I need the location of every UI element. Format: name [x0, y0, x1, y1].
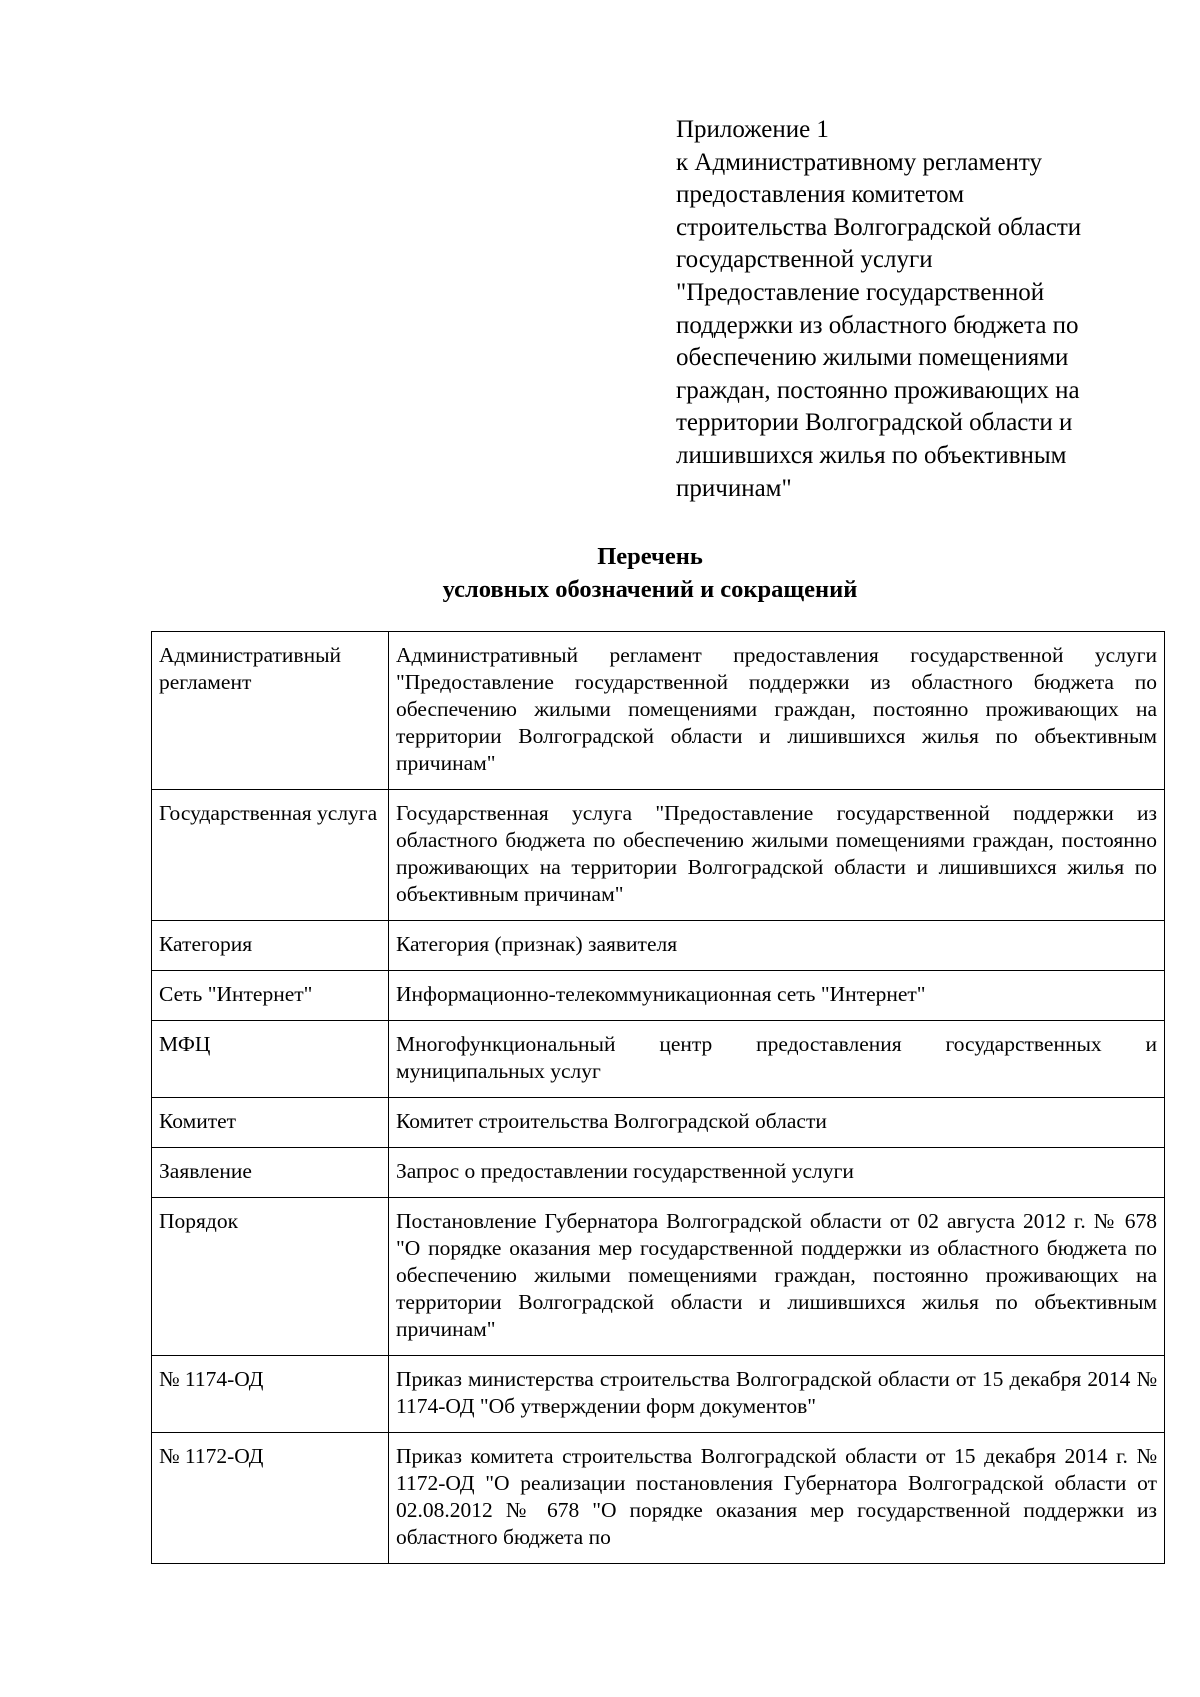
- definition-cell: Комитет строительства Волгоградской области: [389, 1098, 1165, 1148]
- title-line-2: условных обозначений и сокращений: [442, 576, 858, 603]
- term-cell: № 1172-ОД: [152, 1433, 389, 1564]
- table-row: [152, 790, 1165, 921]
- term-cell: Государственная услуга: [152, 790, 389, 921]
- definition-cell: Многофункциональный центр предоставления государственных и муниципальных услуг: [389, 1021, 1165, 1098]
- table-row: [152, 1098, 1165, 1148]
- term-cell: № 1174-ОД: [152, 1356, 389, 1433]
- appendix-line: предоставления комитетом: [676, 181, 965, 209]
- appendix-line: территории Волгоградской области и: [676, 409, 1073, 437]
- table-row: [152, 1433, 1165, 1564]
- table-row: [152, 632, 1165, 790]
- definition-cell: Приказ комитета строительства Волгоградской области от 15 декабря 2014 г. № 1172-ОД "О реализации постановления Губернатора Волгоградской области от 02.08.2012 № 678 "О порядке оказания мер государственной поддержки из областного бюджета по: [389, 1433, 1165, 1564]
- abbreviations-table: [151, 631, 1165, 1564]
- appendix-line: лишившихся жилья по объективным: [676, 441, 1067, 469]
- document-title: [0, 540, 1200, 606]
- definition-cell: Приказ министерства строительства Волгоградской области от 15 декабря 2014 № 1174-ОД "Об утверждении форм документов": [389, 1356, 1165, 1433]
- appendix-line: граждан, постоянно проживающих на: [676, 376, 1080, 404]
- term-cell: Комитет: [152, 1098, 389, 1148]
- term-cell: Заявление: [152, 1148, 389, 1198]
- definition-cell: Категория (признак) заявителя: [389, 921, 1165, 971]
- table-row: [152, 971, 1165, 1021]
- table-row: [152, 1021, 1165, 1098]
- appendix-line: к Административному регламенту: [676, 148, 1043, 176]
- table-row: [152, 1148, 1165, 1198]
- appendix-line: государственной услуги: [676, 246, 933, 274]
- table-row: [152, 1198, 1165, 1356]
- term-cell: Категория: [152, 921, 389, 971]
- term-cell: МФЦ: [152, 1021, 389, 1098]
- appendix-line: "Предоставление государственной: [676, 278, 1045, 306]
- appendix-line: поддержки из областного бюджета по: [676, 311, 1079, 339]
- appendix-header: [676, 114, 1156, 505]
- definition-cell: Постановление Губернатора Волгоградской области от 02 августа 2012 г. № 678 "О порядке оказания мер государственной поддержки из областного бюджета по обеспечению жилыми помещениями граждан, постоянно проживающих на территории Волгоградской области и лишившихся жилья по объективным причинам": [389, 1198, 1165, 1356]
- term-cell: Административный регламент: [152, 632, 389, 790]
- definition-cell: Информационно-телекоммуникационная сеть "Интернет": [389, 971, 1165, 1021]
- table-row: [152, 921, 1165, 971]
- appendix-line: строительства Волгоградской области: [676, 213, 1082, 241]
- definition-cell: Запрос о предоставлении государственной услуги: [389, 1148, 1165, 1198]
- term-cell: Сеть "Интернет": [152, 971, 389, 1021]
- definition-cell: Административный регламент предоставления государственной услуги "Предоставление государственной поддержки из областного бюджета по обеспечению жилыми помещениями граждан, постоянно проживающих на территории Волгоградской области и лишившихся жилья по объективным причинам": [389, 632, 1165, 790]
- title-line-1: Перечень: [597, 543, 703, 570]
- term-cell: Порядок: [152, 1198, 389, 1356]
- table-row: [152, 1356, 1165, 1433]
- appendix-line: причинам": [676, 474, 792, 502]
- appendix-line: обеспечению жилыми помещениями: [676, 344, 1069, 372]
- appendix-line: Приложение 1: [676, 116, 829, 143]
- definition-cell: Государственная услуга "Предоставление государственной поддержки из областного бюджета по обеспечению жилыми помещениями граждан, постоянно проживающих на территории Волгоградской области и лишившихся жилья по объективным причинам": [389, 790, 1165, 921]
